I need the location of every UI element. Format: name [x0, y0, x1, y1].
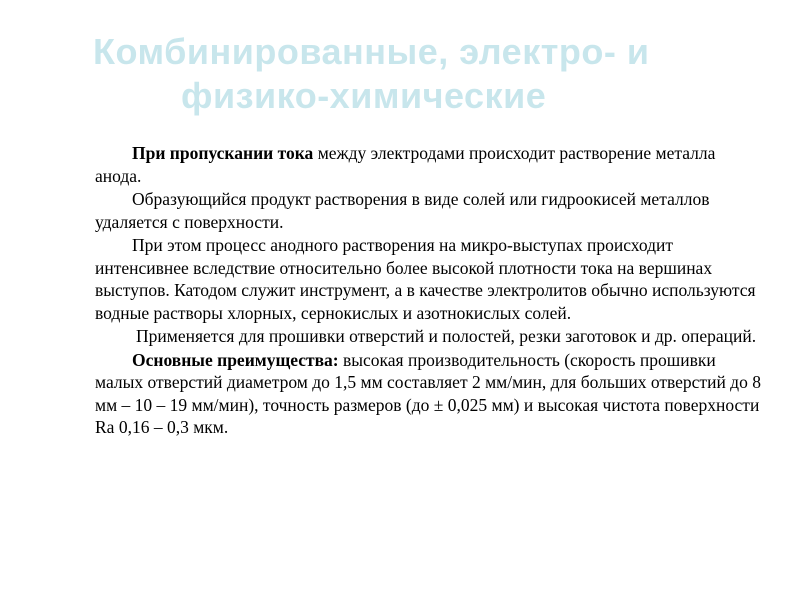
slide-title	[0, 30, 800, 118]
paragraph-text: высокая производительность (скорость прошивки малых отверстий диаметром до 1,5 мм составляет 2 мм/мин, для больших отверстий до 8 мм – 10 – 19 мм/мин), точность размеров (до ± 0,025 мм) и высокая чистота поверхности Ra 0,16 – 0,3 мкм.	[95, 349, 761, 437]
slide-title-line-2: физико-химические	[181, 75, 547, 116]
paragraph-text: Применяется для прошивки отверстий и полостей, резки заготовок и др. операций.	[136, 326, 757, 346]
paragraph-current-flow	[95, 142, 765, 187]
paragraph-lead: Основные преимущества:	[132, 349, 339, 370]
paragraph-lead: При пропускании тока	[132, 143, 314, 163]
paragraph-anodic-process	[95, 234, 765, 324]
paragraph-advantages	[95, 349, 765, 439]
paragraph-text: между электродами происходит растворение металла анода.	[95, 143, 716, 186]
paragraph-text: Образующийся продукт растворения в виде солей или гидроокисей металлов удаляется с поверхности.	[95, 189, 710, 232]
paragraph-applications	[95, 325, 765, 348]
paragraph-text: При этом процесс анодного растворения на микро-выступах происходит интенсивнее вследствие относительно более высокой плотности тока на вершинах выступов. Катодом служит инструмент, а в качестве электролитов обычно используются водные растворы хлорных, сернокислых и азотнокислых солей.	[95, 235, 756, 323]
slide-title-line-1: Комбинированные, электро- и	[93, 31, 650, 72]
paragraph-dissolution-product	[95, 188, 765, 233]
slide-body	[95, 142, 765, 439]
